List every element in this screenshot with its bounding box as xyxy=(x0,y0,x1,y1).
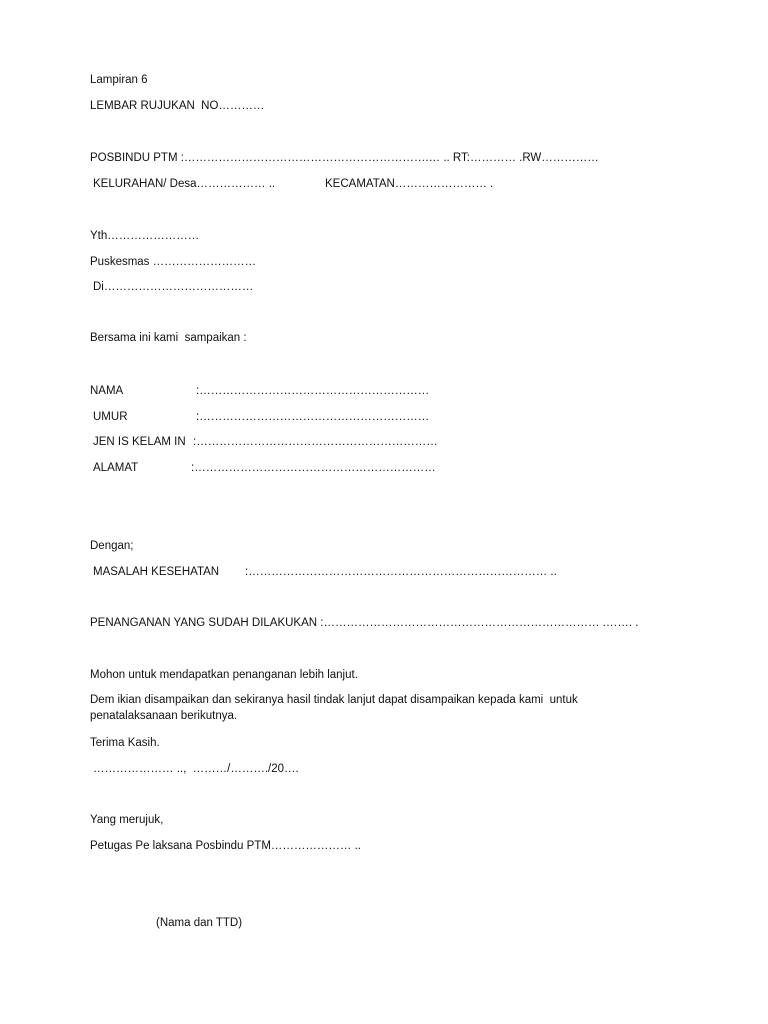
bersama-line: Bersama ini kami sampaikan : xyxy=(90,332,247,344)
terima-kasih-line: Terima Kasih. xyxy=(90,737,160,749)
masalah-label: MASALAH KESEHATAN xyxy=(93,566,220,578)
demikian-line-1: Dem ikian disampaikan dan sekiranya hasil tindak lanjut dapat disampaikan kepada kami untuk xyxy=(90,694,578,706)
yang-merujuk-line: Yang merujuk, xyxy=(90,814,164,826)
yth-line: Yth…………………… xyxy=(90,230,200,242)
di-line: Di………………………………… xyxy=(93,281,254,293)
mohon-line: Mohon untuk mendapatkan penanganan lebih lanjut. xyxy=(90,669,358,681)
penanganan-line: PENANGANAN YANG SUDAH DILAKUKAN :……………………………………………………………… .……. . xyxy=(90,617,639,629)
puskesmas-line: Puskesmas ……………………… xyxy=(90,256,257,268)
umur-label: UMUR xyxy=(93,411,128,423)
alamat-value: :……………………………………………………… xyxy=(191,462,436,474)
posbindu-line: POSBINDU PTM :……………………………………………………….… .. RT:………… .RW…………… xyxy=(90,152,599,164)
petugas-line: Petugas Pe laksana Posbindu PTM………………… .. xyxy=(90,840,361,852)
jenis-kelamin-label: JEN IS KELAM IN xyxy=(93,436,186,448)
nama-label: NAMA xyxy=(90,385,124,397)
umur-value: :…………………………………………………… xyxy=(196,411,430,423)
date-line: ………………… .., ………/………./20…. xyxy=(93,763,299,775)
signature-caption: (Nama dan TTD) xyxy=(156,917,243,929)
alamat-label: ALAMAT xyxy=(93,462,139,474)
document-title: LEMBAR RUJUKAN NO………… xyxy=(90,100,265,112)
jenis-kelamin-value: :……………………………………………………… xyxy=(193,436,438,448)
masalah-value: :…………………………………………………………………… .. xyxy=(245,566,557,578)
nama-value: :…………………………………………………… xyxy=(196,385,430,397)
dengan-line: Dengan; xyxy=(90,540,134,552)
kelurahan-line: KELURAHAN/ Desa……………… .. xyxy=(93,178,276,190)
kecamatan-line: KECAMATAN…………………… . xyxy=(325,178,494,190)
demikian-line-2: penatalaksanaan berikutnya. xyxy=(90,710,238,722)
lampiran-label: Lampiran 6 xyxy=(90,74,148,86)
